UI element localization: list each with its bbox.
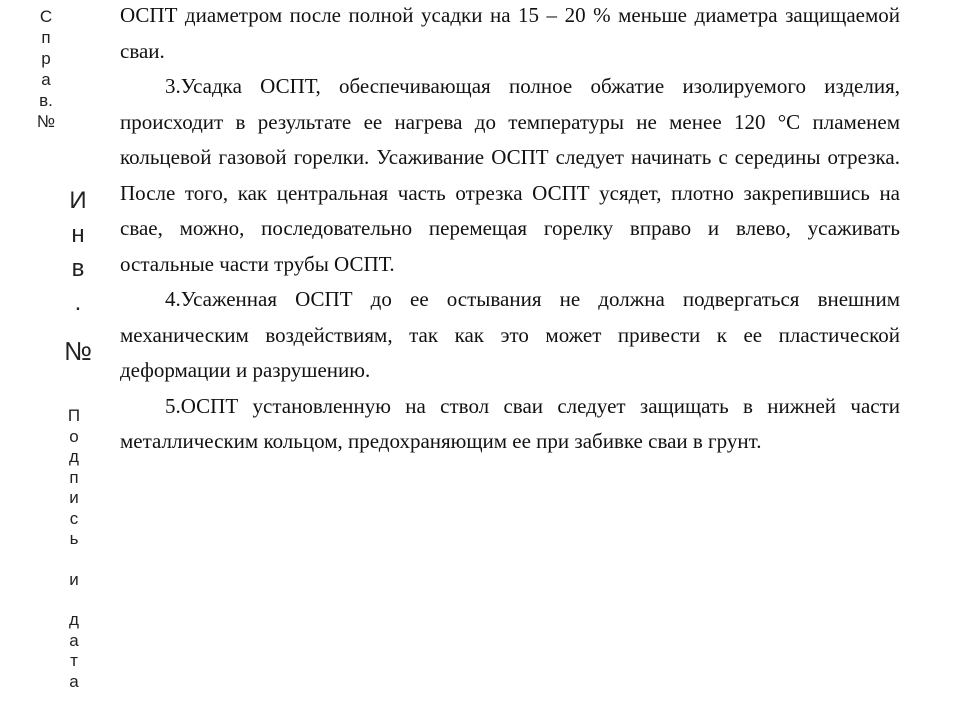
margin-char: а [69,671,79,691]
margin-char: д [69,447,79,466]
paragraph-item-5: 5.ОСПТ установленную на ствол сваи следует защищать в нижней части металлическим кольцом, предохраняющим ее при забивке сваи в грунт. [120,393,900,453]
document-body [120,0,900,460]
margin-char: п [41,28,51,47]
margin-char: П [67,406,81,425]
margin-char: т [70,651,78,670]
margin-char: а [69,630,79,650]
margin-inv-label [62,184,94,368]
margin-char: ь [69,529,79,548]
margin-number-sign: № [64,336,92,366]
margin-char: о [69,426,79,446]
margin-char: р [41,49,51,68]
margin-char: и [69,569,79,589]
margin-char: д [69,610,79,629]
margin-char: а [41,70,51,89]
margin-sign-date-label [62,406,86,692]
margin-char: с [69,508,79,528]
margin-sprav-label [33,6,59,132]
margin-char: п [69,467,79,487]
margin-char: в [71,255,85,282]
margin-char: № [36,112,56,131]
margin-char: С [39,7,53,26]
margin-char: и [69,488,79,507]
margin-char: н [71,221,85,248]
paragraph-continuation: ОСПТ диаметром после полной усадки на 15 – 20 % меньше диаметра защищаемой сваи. [120,3,900,63]
paragraph-item-3: 3.Усадка ОСПТ, обеспечивающая полное обжатие изолируемого изделия, происходит в результате ее нагрева до температуры не менее 120 °С пламенем кольцевой газовой горелки. Усаживание ОСПТ следует начинать с середины отрезка. После того, как центральная часть отрезка ОСПТ усядет, плотно закрепившись на свае, можно, последовательно перемещая горелку вправо и влево, усаживать остальные части трубы ОСПТ. [120,74,900,276]
paragraph-item-4: 4.Усаженная ОСПТ до ее остывания не должна подвергаться внешним механическим воздействиям, так как это может привести к ее пластической деформации и разрушению. [120,287,900,382]
margin-char: И [69,187,87,214]
margin-char: . [74,289,82,316]
margin-char: в. [39,91,53,110]
